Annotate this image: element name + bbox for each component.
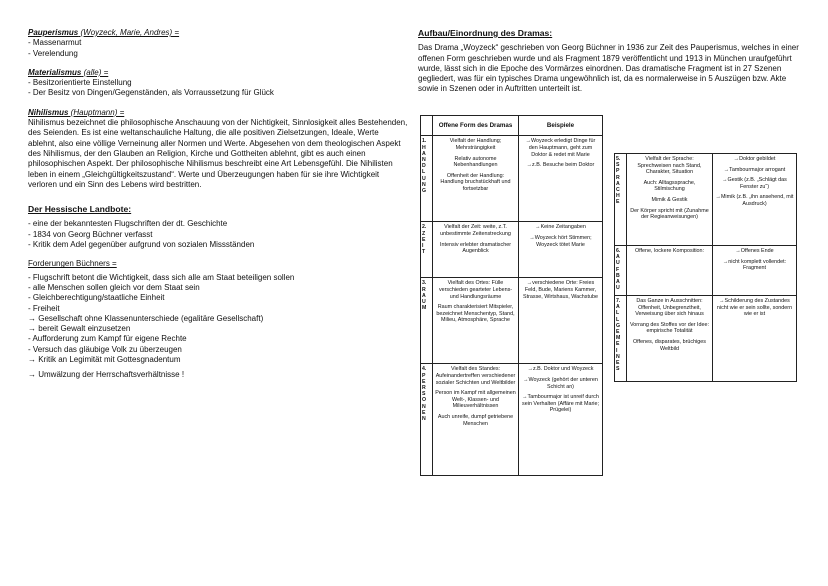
header-beispiele: Beispiele: [519, 116, 603, 136]
form-text: Vorrang des Stoffes vor der Idee: empirische Totalität: [629, 321, 709, 335]
drama-table-1: [420, 115, 603, 476]
row-label-letter: T: [422, 249, 426, 256]
example-text: →Woyzeck hört Stimmen; Woyzeck tötet Marie: [529, 235, 592, 248]
examples-cell: [519, 278, 603, 364]
form-text: Vielfalt der Handlung; Mehrsträngigkeit: [449, 138, 502, 151]
row-label-letter: U: [422, 299, 426, 306]
landbote-heading: Der Hessische Landbote:: [28, 204, 132, 215]
row-label-letter: I: [422, 243, 424, 250]
row-label-letter: R: [422, 286, 426, 293]
row-label: [615, 154, 627, 246]
aufbau-intro: Das Drama „Woyzeck“ geschrieben von Georg Büchner in 1936 zur Zeit des Pauperismus, welches in einer offenen Form geschrieben wurde und als Fragment 1879 veröffentlicht und 1913 in München uraufgeführt wurde, lässt sich in die Epoche des Vormärzes einordnen. Das dramatische Fragment ist in 27 Szenen gegliedert, was für ein typisches Drama ungewöhnlich ist, da es normalerweise in 5 Auszügen bzw. Akte sowie in Szenen oder in Auftritten unterteilt ist.: [418, 43, 799, 94]
table-row: [615, 296, 797, 382]
example-text: →z.B. Doktor und Woyzeck: [527, 366, 594, 373]
example-text: →Woyzeck (gehört der unteren Schicht an): [523, 377, 598, 390]
row-label: [421, 136, 433, 222]
row-label-letter: O: [422, 397, 427, 404]
forderungen-item: - Freiheit: [28, 303, 60, 313]
materialismus-item: - Der Besitz von Dingen/Gegenständen, als Vorraussetzung für Glück: [28, 88, 274, 98]
forderungen-item: → Gesellschaft ohne Klassenunterschiede (egalitäre Gesellschaft): [28, 313, 264, 323]
form-text: Auch unreife, dumpf getriebene Menschen: [437, 413, 514, 427]
row-label-letter: E: [616, 360, 620, 367]
row-label-letter: U: [422, 175, 426, 182]
row-number: 5.: [616, 156, 621, 162]
header-offene-form: Offene Form des Dramas: [433, 116, 519, 136]
row-label-letter: D: [422, 163, 426, 170]
row-label: [421, 278, 433, 364]
row-label-letter: E: [422, 378, 426, 385]
row-label-letter: N: [422, 181, 426, 188]
row-number: 2.: [422, 224, 427, 231]
form-text: Das Ganze in Ausschnitten: Offenheit, Unbegrenztheit, Verweisung über sich hinaus: [635, 298, 704, 318]
form-cell: [433, 364, 519, 476]
form-text: Vielfalt der Zeit: weite, z.T. unbestimmte Zeitenstreckung: [440, 224, 511, 237]
aufbau-heading: Aufbau/Einordnung des Dramas:: [418, 28, 553, 38]
drama-table-2: [614, 153, 797, 382]
forderungen-item: - Flugschrift betont die Wichtigkeit, dass sich alle am Staat beteiligen sollen: [28, 272, 295, 282]
forderungen-item: → Kritik an Legimität mit Gottesgnadentum: [28, 355, 181, 365]
row-label-letter: E: [422, 409, 426, 416]
row-label-letter: S: [422, 391, 426, 398]
form-text: Raum charakterisiert Mitspieler, bezeichnet Menschentyp, Stand, Milieu, Atmosphäre, Sprache: [436, 304, 515, 324]
row-label: [421, 364, 433, 476]
example-text: →Gestik (z.B. „Schlägt das Fenster zu“): [722, 177, 787, 190]
row-label-letter: E: [616, 199, 620, 206]
form-cell: [627, 296, 713, 382]
example-text: →Woyzeck erledigt Dinge für den Hauptmann, geht zum Doktor & redet mit Marie: [525, 138, 596, 158]
row-label-letter: P: [616, 168, 620, 175]
pauperismus-heading: Pauperismus (Woyzeck, Marie, Andres) =: [28, 28, 180, 37]
row-label: [421, 222, 433, 278]
table-row: [421, 364, 603, 476]
examples-cell: [713, 296, 797, 382]
form-cell: [433, 136, 519, 222]
form-text: Offene, lockere Komposition:: [634, 248, 705, 254]
examples-cell: [519, 222, 603, 278]
row-label-letter: E: [616, 341, 620, 348]
left-column: [28, 28, 408, 381]
example-text: →Mimik (z.B. „ihn ansehend, mit Ausdruck): [715, 194, 794, 207]
materialismus-item: - Besitzorientierte Einstellung: [28, 78, 132, 88]
row-label-letter: E: [616, 329, 620, 336]
forderungen-item: - Gleichberechtigung/staatliche Einheit: [28, 293, 165, 303]
row-number: 1.: [422, 138, 427, 145]
row-label-letter: N: [422, 403, 426, 410]
row-label-letter: H: [422, 144, 426, 151]
row-label-letter: A: [616, 254, 620, 261]
form-text: Der Körper spricht mit (Zunahme der Regieanweisungen): [630, 207, 709, 221]
examples-cell: [519, 136, 603, 222]
row-label-letter: M: [616, 335, 621, 342]
example-text: →Tambourmajor arrogant: [723, 166, 786, 173]
example-text: →verschiedene Orte: Freies Feld, Bude, Mariens Kammer, Strasse, Wirtshaus, Wachstube: [523, 280, 598, 300]
form-text: Offenheit der Handlung: Handlung bruchstückhaft und fortsetzbar: [440, 172, 511, 192]
form-cell: [627, 154, 713, 246]
row-number: 6.: [616, 248, 621, 254]
example-text: →nicht komplett vollendet: Fragment: [722, 258, 787, 272]
form-text: Vielfalt des Ortes: Fülle verschieden gearteter Lebens- und Handlungsräume: [438, 280, 513, 300]
row-label-letter: M: [422, 305, 427, 312]
nihilismus-heading: Nihilismus (Hauptmann) =: [28, 107, 125, 117]
row-label-letter: E: [422, 236, 426, 243]
forderungen-conclusion: → Umwälzung der Herrschaftsverhältnisse !: [28, 370, 185, 380]
example-text: →Offenes Ende: [735, 248, 774, 254]
table-row: [421, 222, 603, 278]
form-text: Person im Kampf mit allgemeinen Welt-, Klassen- und Milieuverhältnissen: [435, 390, 516, 410]
row-label-letter: A: [616, 304, 620, 311]
example-text: →Keine Zeitangaben: [535, 224, 586, 231]
row-label-letter: N: [422, 416, 426, 423]
pauperismus-item: - Verelendung: [28, 48, 78, 58]
row-label-letter: U: [616, 285, 620, 292]
landbote-item: - 1834 von Georg Büchner verfasst: [28, 229, 153, 239]
materialismus-heading: Materialismus (alle) =: [28, 67, 109, 77]
form-text: Offenes, disparates, brüchiges Weltbild: [632, 338, 706, 352]
row-label-letter: A: [616, 180, 620, 187]
table-row: [615, 154, 797, 246]
examples-cell: [519, 364, 603, 476]
row-label-letter: R: [422, 385, 426, 392]
row-label: [615, 296, 627, 382]
table-row: [615, 246, 797, 296]
row-label-letter: H: [616, 193, 620, 200]
example-text: →Tambourmajor ist unreif durch sein Verhalten (Affäre mit Marie; Prügelei): [522, 394, 599, 414]
row-label-letter: L: [422, 169, 426, 176]
form-text: Relativ autonome Nebenhandlungen: [453, 155, 498, 169]
forderungen-item: - Versuch das gläubige Volk zu überzeugen: [28, 344, 182, 354]
example-text: →z.B. Besuche beim Doktor: [526, 162, 595, 169]
row-label: [615, 246, 627, 296]
row-label-letter: N: [616, 353, 620, 360]
example-text: →Doktor gebildet: [733, 156, 776, 162]
row-label-letter: S: [616, 162, 620, 169]
examples-cell: [713, 154, 797, 246]
row-label-letter: R: [616, 174, 620, 181]
row-label-letter: S: [616, 366, 620, 373]
row-label-letter: G: [616, 322, 621, 329]
forderungen-list: [28, 273, 408, 366]
row-number: 3.: [422, 280, 427, 287]
table-corner: [421, 116, 433, 136]
row-label-letter: L: [616, 316, 620, 323]
nihilismus-text: Nihilismus bezeichnet die philosophische Anschauung von der Nichtigkeit, Sinnlosigkeit alles Bestehenden, des Seienden. Es ist eine weltanschauliche Haltung, die alle positiven Zielsetzungen, Ideale, Werte ablehnt, also eine völlige Verneinung aller Normen und Werte. Abgesehen von dem theologischen Aspekt des Nihilismus, der den Glauben an Religion, Kirche und Gottheiten ablehnt, gibt es auch einen philosophischen Aspekt. Der philosophische Nihilismus beschreibt eine Art Lebensgefühl. Die Nihilisten leben in einem „Gleichgültigkeitszustand“. Werte und Überzeugungen haben für sie ihre Wichtigkeit verloren und ein Sinn des Lebens wird bestritten.: [28, 118, 408, 189]
form-text: Auch: Alltagssprache, Stilmischung: [643, 179, 696, 193]
row-label-letter: A: [422, 150, 426, 157]
table-row: [421, 278, 603, 364]
landbote-item: - Kritik dem Adel gegenüber aufgrund von sozialen Missständen: [28, 240, 255, 250]
row-label-letter: A: [422, 292, 426, 299]
forderungen-item: - alle Menschen sollen gleich vor dem Staat sein: [28, 282, 200, 292]
row-number: 4.: [422, 366, 427, 373]
form-text: Vielfalt der Sprache: Sprechweisen nach Stand, Charakter, Situation: [637, 156, 702, 176]
row-label-letter: B: [616, 272, 620, 279]
form-cell: [627, 246, 713, 296]
row-label-letter: A: [616, 279, 620, 286]
forderungen-heading: Forderungen Büchners =: [28, 259, 117, 269]
row-label-letter: I: [616, 347, 618, 354]
form-cell: [433, 278, 519, 364]
pauperismus-item: - Massenarmut: [28, 38, 82, 48]
forderungen-item: - Aufforderung zum Kampf für eigene Rechte: [28, 334, 187, 344]
form-text: Vielfalt des Standes: Aufeinandertreffen verschiedener sozialer Schichten und Weltbilder: [435, 366, 516, 386]
row-label-letter: F: [616, 266, 620, 273]
right-column: [418, 28, 804, 95]
form-text: Intensiv erlebter dramatischer Augenblick: [439, 241, 511, 255]
landbote-item: - eine der bekanntesten Flugschriften der dt. Geschichte: [28, 219, 228, 229]
table-row: [421, 136, 603, 222]
examples-cell: [713, 246, 797, 296]
row-label-letter: Z: [422, 230, 426, 237]
row-label-letter: G: [422, 188, 427, 195]
forderungen-item: → bereit Gewalt einzusetzen: [28, 324, 131, 334]
row-number: 7.: [616, 298, 621, 304]
row-label-letter: P: [422, 372, 426, 379]
form-text: Mimik & Gestik: [651, 196, 688, 203]
row-label-letter: L: [616, 310, 620, 317]
row-label-letter: U: [616, 260, 620, 267]
form-cell: [433, 222, 519, 278]
row-label-letter: C: [616, 187, 620, 194]
example-text: →Schilderung des Zustandes nicht wie er sein sollte, sondern wie er ist: [716, 298, 793, 318]
row-label-letter: N: [422, 157, 426, 164]
